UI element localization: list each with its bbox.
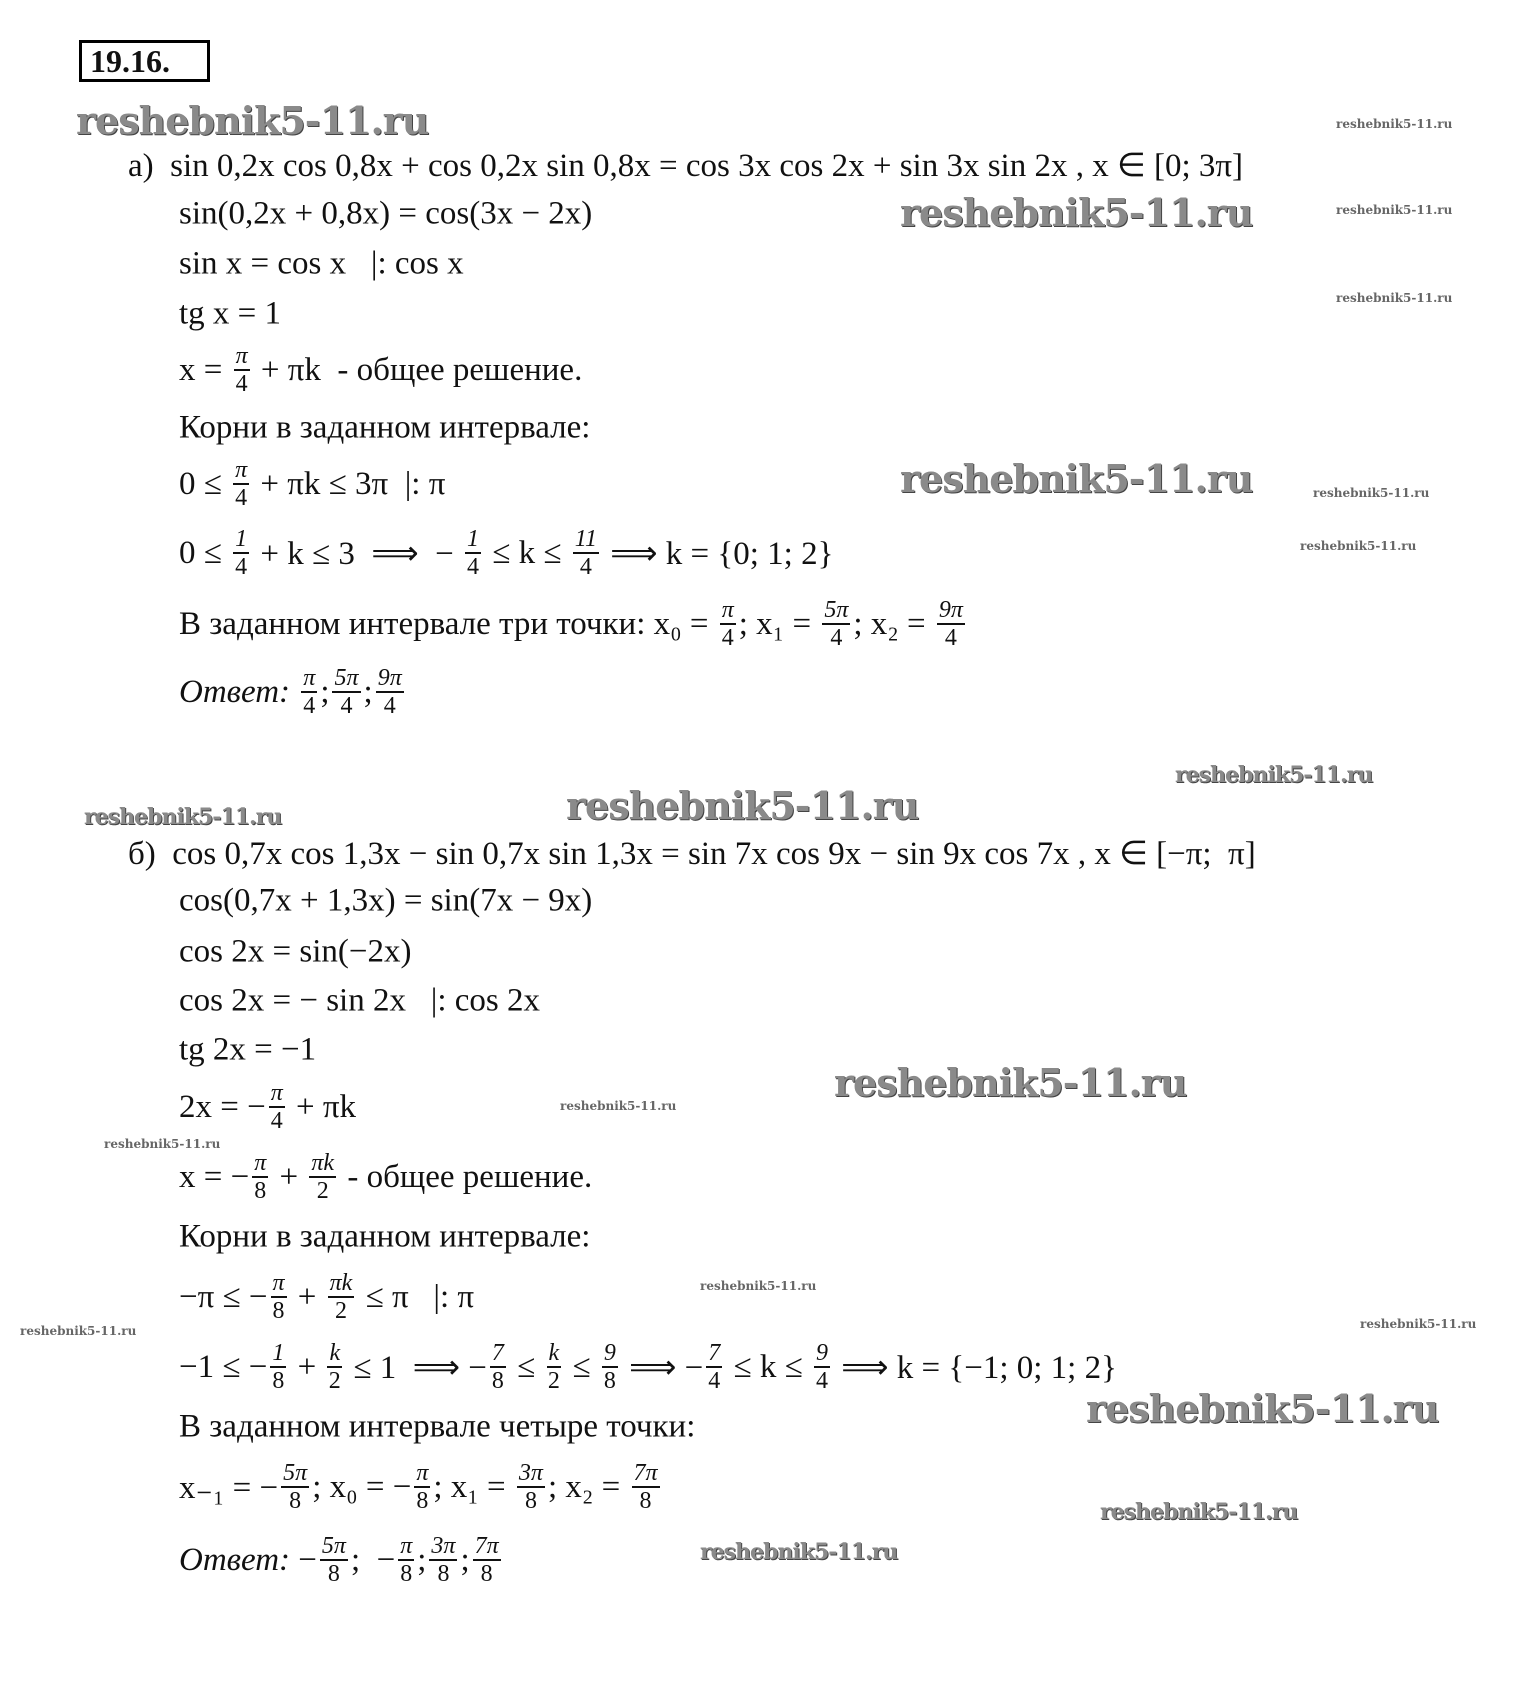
solution-line [179,196,592,233]
numerator: π [400,1533,413,1559]
math-text: ≤ [508,1348,544,1385]
numerator: πk [311,1150,335,1176]
numerator: 9π [938,597,963,623]
numerator: 9π [377,665,402,691]
math-text: tg 2x = −1 [179,1031,317,1068]
math-text: ; x₂ = [853,605,934,642]
watermark: reshebnik5-11.ru [1313,486,1430,500]
fraction [465,526,481,580]
fraction [706,1340,722,1394]
math-text: sin x = cos x |: cos x [179,245,464,282]
numerator: 7 [708,1340,721,1366]
numerator: π [721,597,734,623]
math-text: ≤ π |: π [357,1278,475,1315]
numerator: 1 [235,526,248,552]
denominator: 4 [235,371,248,397]
math-text: ≤ 1 ⟹ − [345,1350,487,1386]
math-text: x = − [179,1158,250,1195]
math-text: ; x₂ = [547,1468,629,1505]
solution-line [179,883,592,920]
math-text: ; [320,673,330,710]
fraction [332,665,360,719]
problem-number: 19.16. [79,40,210,82]
watermark: reshebnik5-11.ru [20,1324,137,1338]
solution-line [179,665,407,719]
math-text: Ответ: [179,673,299,710]
denominator: 8 [524,1488,537,1514]
math-text: 0 ≤ [179,465,231,502]
numerator: 11 [574,526,597,552]
denominator: 8 [437,1561,450,1587]
fraction [822,597,850,651]
numerator: 9 [603,1340,616,1366]
denominator: 2 [328,1368,341,1394]
solution-line [179,1219,590,1256]
math-text: x₋₁ = − [179,1470,279,1506]
denominator: 4 [815,1368,828,1394]
watermark: reshebnik5-11.ru [76,98,429,143]
denominator: 8 [603,1368,616,1394]
math-text: ≤ [564,1348,599,1385]
numerator: π [416,1460,429,1486]
math-text: Корни в заданном интервале: [179,409,591,446]
math-text: ⟹ − [620,1350,704,1386]
denominator: 4 [467,554,480,580]
solution-line [179,1460,663,1514]
denominator: 8 [327,1561,340,1587]
watermark: reshebnik5-11.ru [84,804,282,830]
denominator: 4 [235,485,248,511]
math-text: Ответ: [179,1541,299,1578]
denominator: 4 [340,693,353,719]
numerator: 3π [431,1533,456,1559]
denominator: 4 [944,625,957,651]
denominator: 4 [830,625,843,651]
solution-line [179,597,968,651]
denominator: 8 [416,1488,429,1514]
solution-line [179,934,411,971]
watermark: reshebnik5-11.ru [700,1279,817,1293]
denominator: 8 [480,1561,493,1587]
math-text: ; − [350,1541,396,1578]
math-text: −π ≤ − [179,1278,268,1315]
watermark: reshebnik5-11.ru [1360,1317,1477,1331]
solution-line [179,1533,504,1587]
watermark: reshebnik5-11.ru [900,190,1253,235]
fraction [309,1150,336,1204]
denominator: 4 [579,554,592,580]
solution-line [179,1340,1117,1394]
solution-line [179,296,281,333]
numerator: 7 [491,1340,504,1366]
numerator: π [270,1080,283,1106]
denominator: 2 [547,1368,560,1394]
fraction [301,665,317,719]
watermark: reshebnik5-11.ru [834,1060,1187,1105]
solution-line [179,1032,316,1069]
math-text: tg x = 1 [179,295,282,332]
watermark: reshebnik5-11.ru [104,1137,221,1151]
fraction [327,1340,342,1394]
fraction [252,1150,268,1204]
math-text: − [298,1541,317,1578]
fraction [473,1533,501,1587]
denominator: 4 [235,554,248,580]
fraction [490,1340,506,1394]
solution-line [179,457,445,511]
denominator: 4 [303,693,316,719]
denominator: 2 [335,1298,347,1324]
fraction [429,1533,457,1587]
math-text: + k ≤ 3 ⟹ − [252,536,463,572]
fraction [937,597,965,651]
math-text: Корни в заданном интервале: [179,1218,591,1255]
math-text: x = [179,351,231,388]
fraction [398,1533,414,1587]
math-text: ≤ k ≤ [725,1348,811,1385]
fraction [233,457,249,511]
numerator: k [329,1340,341,1366]
fraction [328,1270,355,1324]
watermark: reshebnik5-11.ru [1336,117,1453,131]
watermark: reshebnik5-11.ru [566,783,919,828]
math-text: ; [417,1541,427,1578]
math-text: - общее решение. [339,1158,593,1195]
watermark: reshebnik5-11.ru [1175,762,1373,788]
denominator: 8 [400,1561,413,1587]
solution-line [179,983,540,1020]
denominator: 4 [708,1368,721,1394]
denominator: 4 [721,625,734,651]
numerator: π [235,457,248,483]
numerator: 7π [474,1533,499,1559]
watermark: reshebnik5-11.ru [1336,203,1453,217]
fraction [270,1340,286,1394]
denominator: 8 [254,1178,267,1204]
numerator: 1 [467,526,480,552]
math-text: ≤ k ≤ [484,534,570,571]
denominator: 8 [272,1368,285,1394]
solution-line [179,410,590,447]
fraction [632,1460,660,1514]
fraction [517,1460,545,1514]
math-text: б) cos 0,7x cos 1,3x − sin 0,7x sin 1,3x = sin 7x cos 9x − sin 9x cos 7x , x ∈ [−π; π] [128,836,1256,872]
numerator: 5π [334,665,359,691]
math-text: 2x = − [179,1088,266,1125]
numerator: π [303,665,316,691]
watermark: reshebnik5-11.ru [1336,291,1453,305]
math-text: + πk - общее решение. [252,351,583,388]
fraction [271,1270,287,1324]
numerator: k [548,1340,560,1366]
solution-line [179,526,833,580]
denominator: 8 [639,1488,652,1514]
numerator: 9 [815,1340,828,1366]
fraction [269,1080,285,1134]
math-text: cos 2x = − sin 2x |: cos 2x [179,982,540,1019]
math-text: а) sin 0,2x cos 0,8x + cos 0,2x sin 0,8x = cos 3x cos 2x + sin 3x sin 2x , x ∈ [0; 3π] [128,148,1244,184]
fraction [376,665,404,719]
math-text: ; x₁ = [738,605,820,642]
watermark: reshebnik5-11.ru [1300,539,1417,553]
math-text: В заданном интервале три точки: x₀ = [179,605,717,642]
math-text: ; [363,673,373,710]
watermark: reshebnik5-11.ru [700,1539,898,1565]
numerator: π [235,343,248,369]
watermark: reshebnik5-11.ru [560,1099,677,1113]
watermark: reshebnik5-11.ru [1100,1499,1298,1525]
denominator: 4 [383,693,396,719]
fraction [281,1460,309,1514]
fraction [234,343,250,397]
fraction [320,1533,348,1587]
math-text: ; [460,1541,470,1578]
numerator: 1 [272,1340,285,1366]
numerator: πk [329,1270,353,1296]
fraction [573,526,599,580]
denominator: 2 [316,1178,329,1204]
math-text: sin(0,2x + 0,8x) = cos(3x − 2x) [179,195,593,232]
math-text: ; x₁ = [433,1468,514,1505]
denominator: 8 [491,1368,504,1394]
solution-line [128,833,1256,873]
denominator: 4 [270,1108,283,1134]
solution-line [179,1409,695,1446]
solution-line [179,1150,592,1204]
solution-line [179,343,582,397]
numerator: 5π [824,597,849,623]
watermark: reshebnik5-11.ru [1086,1386,1439,1431]
solution-line [179,246,464,283]
watermark: reshebnik5-11.ru [900,456,1253,501]
math-text: cos 2x = sin(−2x) [179,933,412,970]
math-text: + [271,1158,307,1195]
denominator: 8 [272,1298,285,1324]
math-text: ⟹ k = {0; 1; 2} [601,536,834,572]
numerator: 7π [633,1460,658,1486]
math-text: + πk ≤ 3π |: π [252,465,446,502]
fraction [602,1340,618,1394]
math-text: В заданном интервале четыре точки: [179,1408,696,1445]
math-text: ; x₀ = − [312,1468,412,1505]
fraction [233,526,249,580]
fraction [414,1460,430,1514]
denominator: 8 [289,1488,302,1514]
math-text: cos(0,7x + 1,3x) = sin(7x − 9x) [179,882,593,919]
solution-line [128,145,1243,185]
fraction [720,597,736,651]
math-text: 0 ≤ [179,534,231,571]
math-text: −1 ≤ − [179,1348,268,1385]
numerator: 5π [283,1460,308,1486]
fraction [547,1340,562,1394]
numerator: 3π [518,1460,543,1486]
math-text: + [289,1348,325,1385]
numerator: π [254,1150,267,1176]
math-text: + πk [287,1088,357,1125]
numerator: 5π [321,1533,346,1559]
math-text: ⟹ k = {−1; 0; 1; 2} [832,1350,1117,1386]
numerator: π [272,1270,285,1296]
fraction [814,1340,830,1394]
solution-line [179,1270,474,1324]
solution-line [179,1080,356,1134]
math-text: + [289,1278,325,1315]
